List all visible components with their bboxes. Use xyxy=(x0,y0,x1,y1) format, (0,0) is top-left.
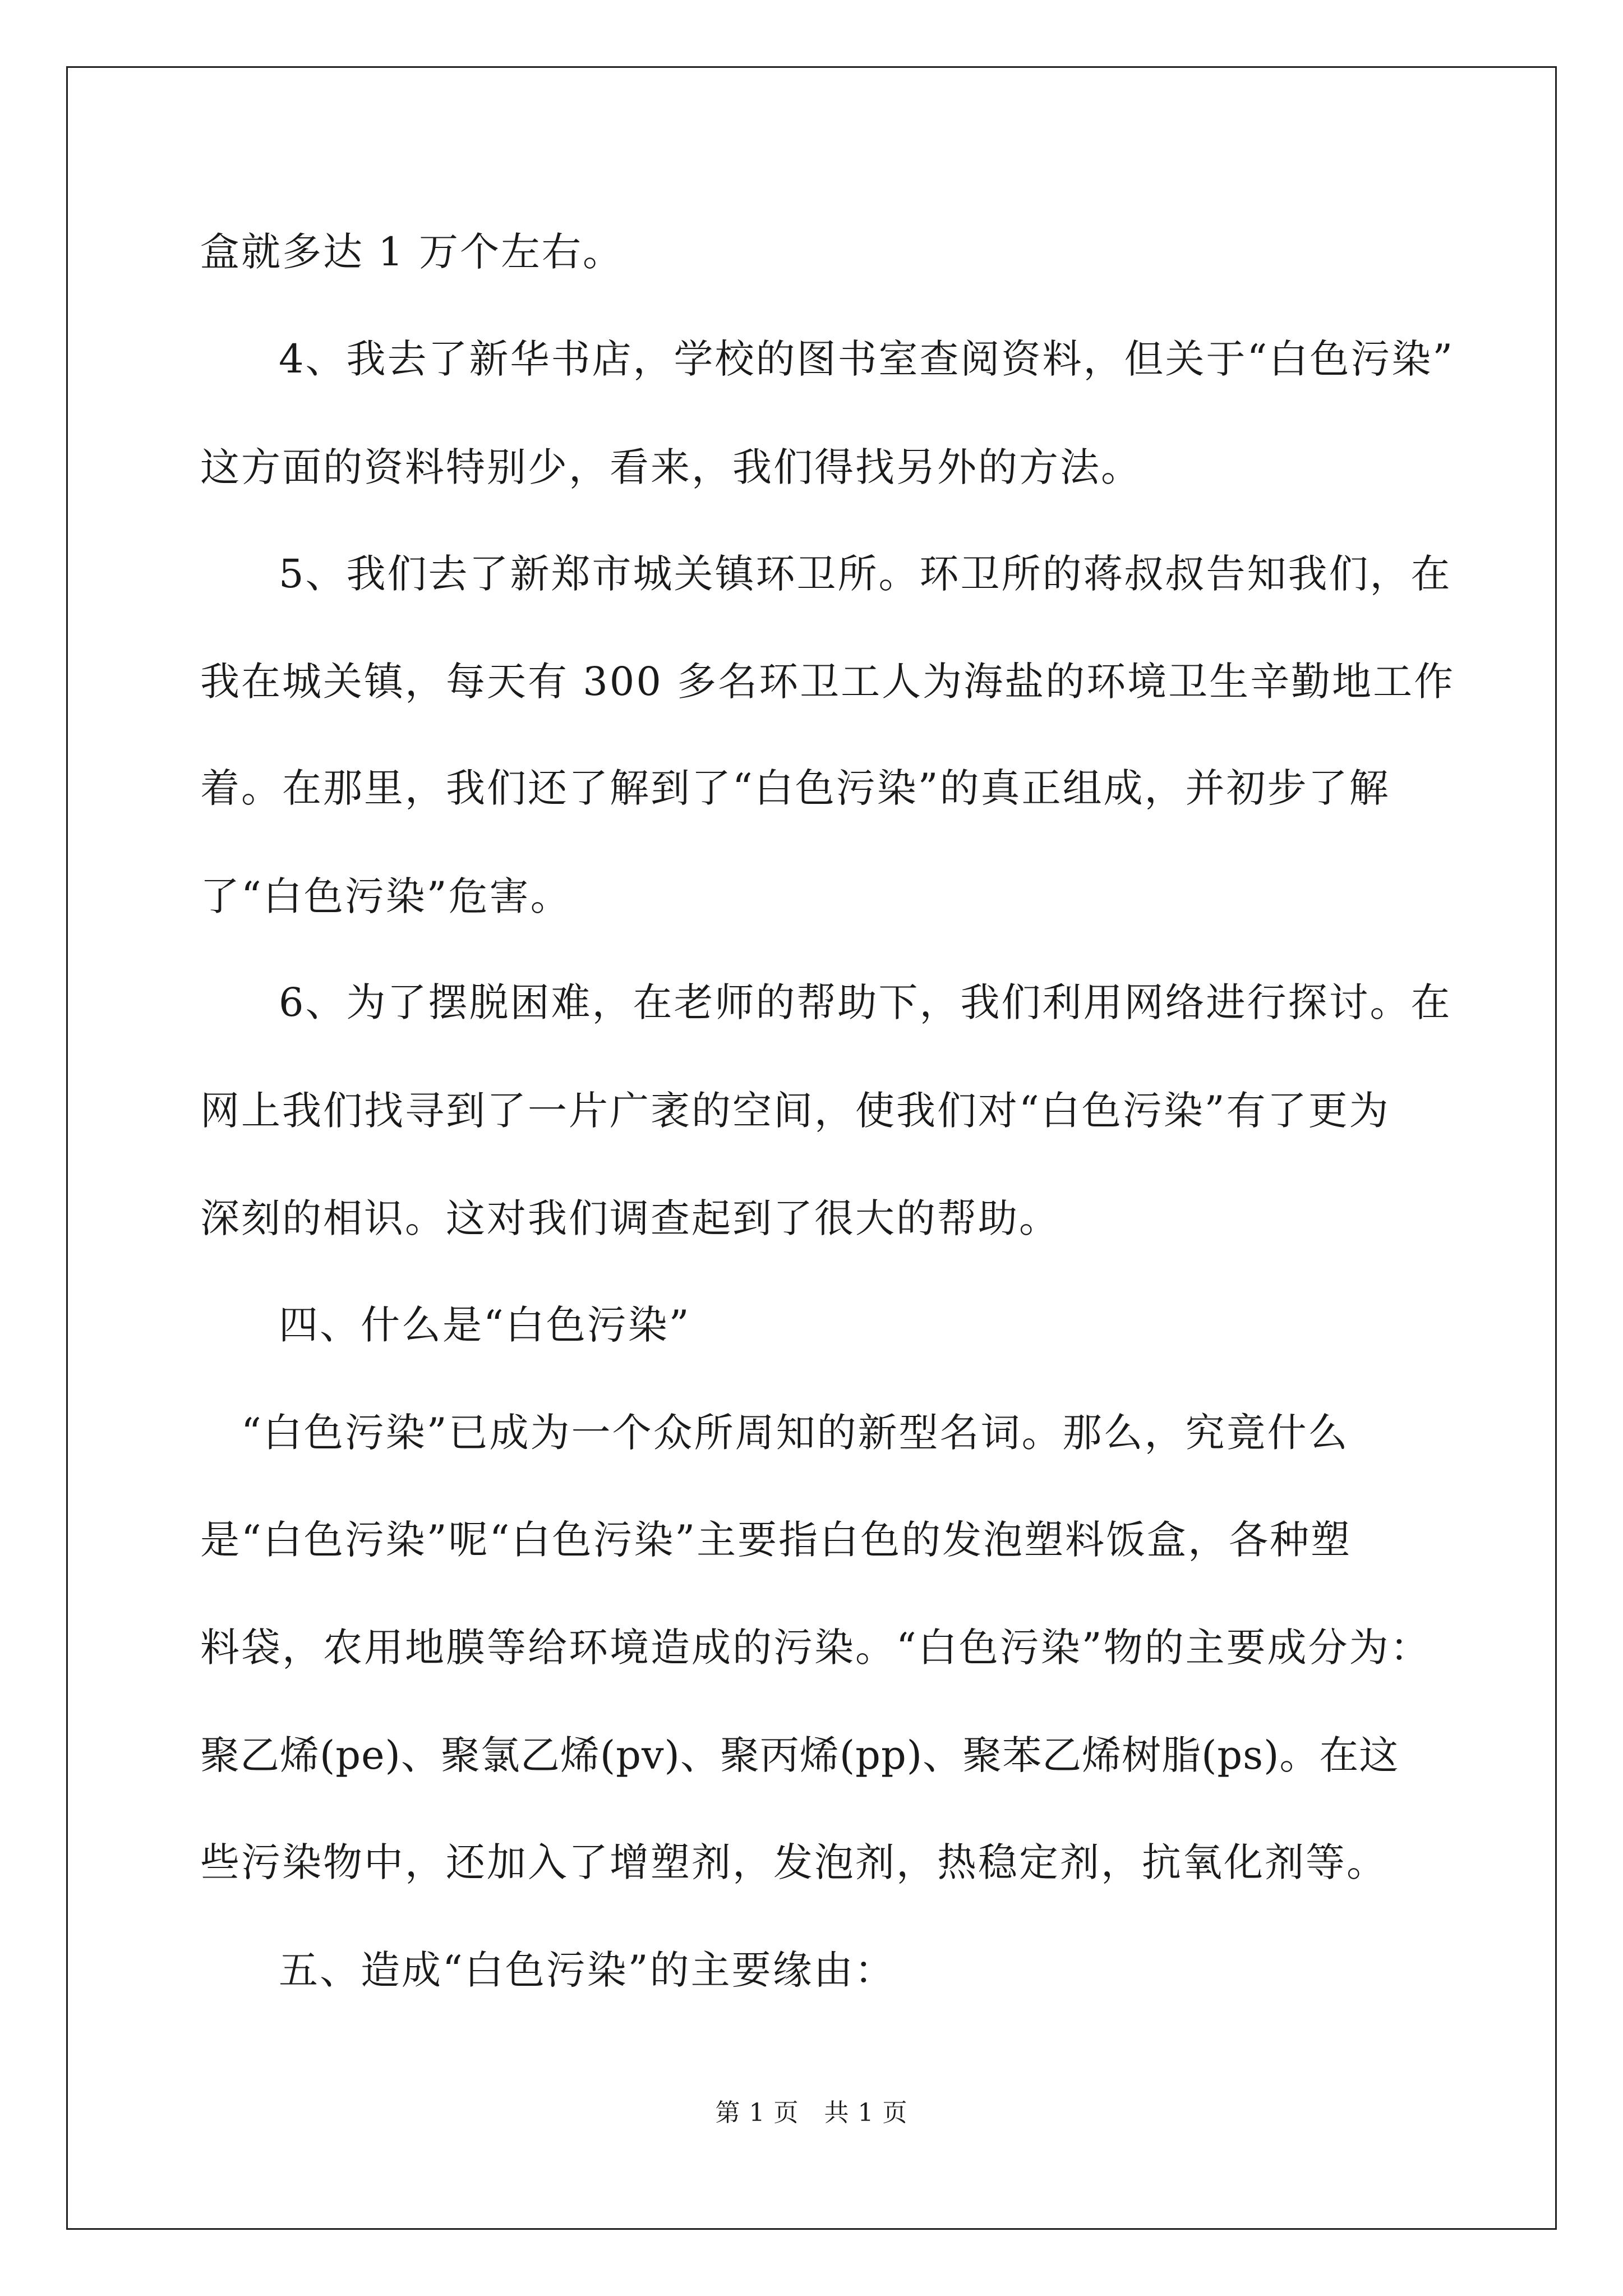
text-line: 些污染物中，还加入了增塑剂，发泡剂，热稳定剂，抗氧化剂等。 xyxy=(200,1839,1387,1885)
text-line: 了“白色污染”危害。 xyxy=(200,873,571,919)
text-line: 6、为了摆脱困难，在老师的帮助下，我们利用网络进行探讨。在 xyxy=(279,979,1452,1025)
text-line: 我在城关镇，每天有 300 多名环卫工人为海盐的环境卫生辛勤地工作 xyxy=(200,659,1455,705)
text-line: 4、我去了新华书店，学校的图书室查阅资料，但关于“白色污染” xyxy=(279,336,1455,382)
text-line: 深刻的相识。这对我们调查起到了很大的帮助。 xyxy=(200,1195,1060,1241)
section-heading: 五、造成“白色污染”的主要缘由： xyxy=(279,1947,896,1993)
page-border xyxy=(66,66,1557,2230)
text-line: 网上我们找寻到了一片广袤的空间，使我们对“白色污染”有了更为 xyxy=(200,1088,1390,1134)
text-line: 着。在那里，我们还了解到了“白色污染”的真正组成，并初步了解 xyxy=(200,765,1390,811)
text-line: 5、我们去了新郑市城关镇环卫所。环卫所的蒋叔叔告知我们，在 xyxy=(279,551,1452,597)
text-line: 料袋，农用地膜等给环境造成的污染。“白色污染”物的主要成分为： xyxy=(200,1625,1431,1671)
text-line: 盒就多达 1 万个左右。 xyxy=(200,229,624,275)
text-line: 这方面的资料特别少，看来，我们得找另外的方法。 xyxy=(200,444,1142,490)
page-number-footer: 第 1 页 共 1 页 xyxy=(715,2099,908,2127)
text-line: 聚乙烯(pe)、聚氯乙烯(pv)、聚丙烯(pp)、聚苯乙烯树脂(ps)。在这 xyxy=(200,1732,1399,1778)
section-heading: 四、什么是“白色污染” xyxy=(279,1302,691,1348)
text-line: “白色污染”已成为一个众所周知的新型名词。那么，究竟什么 xyxy=(241,1410,1349,1456)
text-line: 是“白色污染”呢“白色污染”主要指白色的发泡塑料饭盒，各种塑 xyxy=(200,1517,1352,1563)
